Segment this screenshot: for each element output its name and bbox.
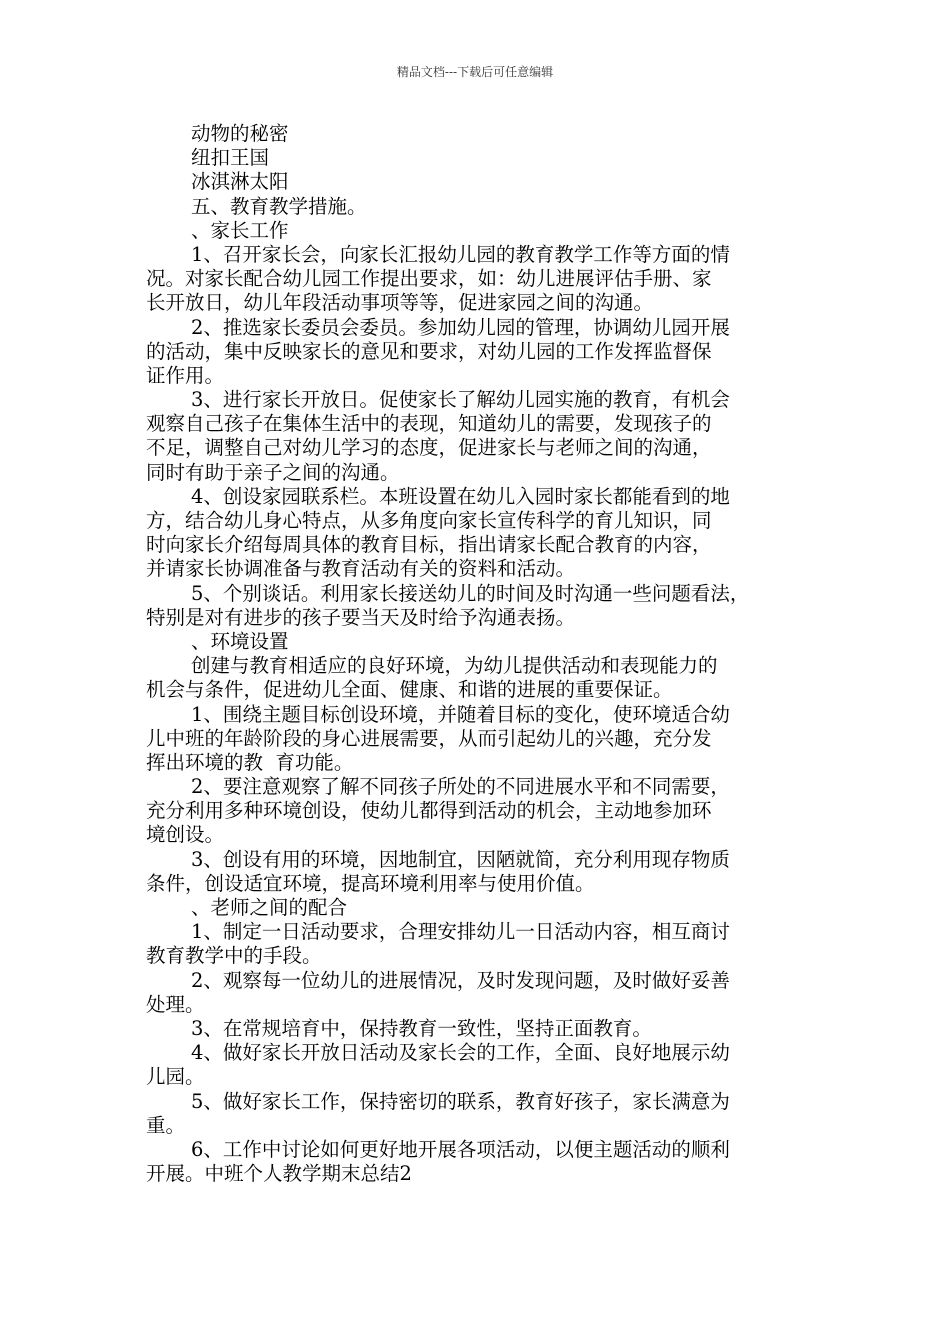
text-line: 、家长工作 bbox=[191, 218, 289, 242]
text-line: 、老师之间的配合 bbox=[191, 896, 348, 919]
text-line: 6、工作中讨论如何更好地开展各项活动，以便主题活动的顺利 bbox=[191, 1137, 730, 1161]
text-line: 2、推选家长委员会委员。参加幼儿园的管理，协调幼儿园开展 bbox=[191, 315, 730, 339]
text-line: 5、做好家长工作，保持密切的联系，教育好孩子，家长满意为 bbox=[191, 1089, 730, 1113]
text-line: 境创设。 bbox=[146, 823, 225, 847]
text-line: 不足，调整自己对幼儿学习的态度，促进家长与老师之间的沟通， bbox=[146, 436, 712, 460]
text-line: 的活动，集中反映家长的意见和要求，对幼儿园的工作发挥监督保 bbox=[146, 339, 712, 363]
text-line: 特别是对有进步的孩子要当天及时给予沟通表扬。 bbox=[146, 605, 576, 629]
text-line: 1、围绕主题目标创设环境，并随着目标的变化，使环境适合幼 bbox=[191, 702, 730, 726]
text-line: 2、要注意观察了解不同孩子所处的不同进展水平和不同需要， bbox=[191, 775, 730, 799]
text-line: 4、创设家园联系栏。本班设置在幼儿入园时家长都能看到的地 bbox=[191, 484, 730, 508]
text-line: 并请家长协调准备与教育活动有关的资料和活动。 bbox=[146, 557, 576, 581]
text-line: 3、进行家长开放日。促使家长了解幼儿园实施的教育，有机会 bbox=[191, 388, 730, 412]
text-line: 4、做好家长开放日活动及家长会的工作，全面、良好地展示幼 bbox=[191, 1041, 730, 1065]
text-line: 重。 bbox=[146, 1113, 186, 1137]
text-line: 同时有助于亲子之间的沟通。 bbox=[146, 460, 400, 484]
text-line: 3、创设有用的环境，因地制宜，因陋就简，充分利用现存物质 bbox=[191, 847, 730, 871]
text-line: 机会与条件，促进幼儿全面、健康、和谐的进展的重要保证。 bbox=[146, 678, 673, 702]
text-line: 挥出环境的教 育功能。 bbox=[146, 750, 354, 774]
text-line: 充分利用多种环境创设，使幼儿都得到活动的机会，主动地参加环 bbox=[146, 799, 712, 823]
text-line: 动物的秘密 bbox=[191, 122, 289, 145]
document-body bbox=[146, 122, 810, 1186]
text-line: 条件，创设适宜环境，提高环境利用率与使用价值。 bbox=[146, 871, 595, 895]
text-line: 2、观察每一位幼儿的进展情况，及时发现问题，及时做好妥善 bbox=[191, 968, 730, 992]
text-line: 儿园。 bbox=[146, 1065, 205, 1089]
text-line: 5、个别谈话。利用家长接送幼儿的时间及时沟通一些问题看法， bbox=[191, 581, 750, 605]
text-line: 、环境设置 bbox=[191, 629, 289, 653]
text-line: 纽扣王国 bbox=[191, 146, 270, 170]
text-line: 开展。中班个人教学期末总结2 bbox=[146, 1162, 412, 1186]
text-line: 创建与教育相适应的良好环境，为幼儿提供活动和表现能力的 bbox=[191, 654, 718, 678]
text-line: 1、制定一日活动要求，合理安排幼儿一日活动内容，相互商讨 bbox=[191, 920, 730, 944]
text-line: 长开放日，幼儿年段活动事项等等，促进家园之间的沟通。 bbox=[146, 291, 654, 315]
text-line: 冰淇淋太阳 bbox=[191, 170, 289, 194]
text-line: 教育教学中的手段。 bbox=[146, 944, 322, 968]
text-line: 3、在常规培育中，保持教育一致性，坚持正面教育。 bbox=[191, 1016, 652, 1040]
text-line: 证作用。 bbox=[146, 363, 225, 387]
text-line: 儿中班的年龄阶段的身心进展需要，从而引起幼儿的兴趣，充分发 bbox=[146, 726, 712, 750]
text-line: 处理。 bbox=[146, 992, 205, 1016]
text-line: 况。对家长配合幼儿园工作提出要求，如：幼儿进展评估手册、家 bbox=[146, 267, 712, 291]
text-line: 五、教育教学措施。 bbox=[191, 194, 367, 218]
text-line: 时向家长介绍每周具体的教育目标，指出请家长配合教育的内容， bbox=[146, 533, 712, 557]
text-line: 方，结合幼儿身心特点，从多角度向家长宣传科学的育儿知识，同 bbox=[146, 509, 712, 532]
page-header: 精品文档---下载后可任意编辑 bbox=[396, 65, 554, 79]
text-line: 观察自己孩子在集体生活中的表现，知道幼儿的需要，发现孩子的 bbox=[146, 412, 712, 436]
text-line: 1、召开家长会，向家长汇报幼儿园的教育教学工作等方面的情 bbox=[191, 242, 730, 266]
